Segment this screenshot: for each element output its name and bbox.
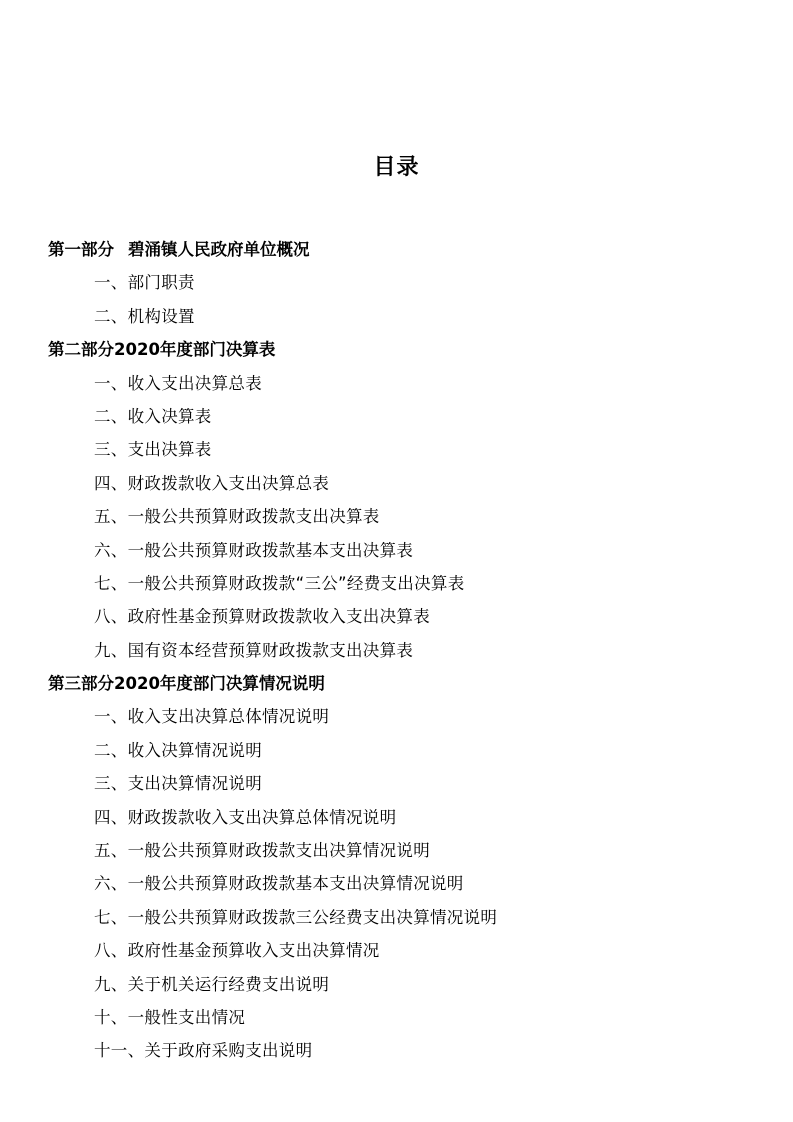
toc-item[interactable]: 二、收入决算情况说明: [94, 740, 262, 760]
toc-part-3-heading[interactable]: 第三部分2020年度部门决算情况说明: [48, 674, 325, 694]
toc-item[interactable]: 三、支出决算情况说明: [94, 774, 262, 794]
toc-item[interactable]: 九、关于机关运行经费支出说明: [94, 974, 330, 994]
toc-item[interactable]: 三、支出决算表: [94, 440, 212, 460]
toc-item[interactable]: 六、一般公共预算财政拨款基本支出决算情况说明: [94, 874, 464, 894]
toc-item[interactable]: 四、财政拨款收入支出决算总表: [94, 473, 330, 493]
toc-item[interactable]: 十一、关于政府采购支出说明: [94, 1041, 313, 1061]
toc-item[interactable]: 六、一般公共预算财政拨款基本支出决算表: [94, 540, 414, 560]
toc-item[interactable]: 一、收入支出决算总表: [94, 373, 262, 393]
toc-item[interactable]: 四、财政拨款收入支出决算总体情况说明: [94, 807, 397, 827]
toc-part-1-name: 碧涌镇人民政府单位概况: [128, 240, 310, 259]
table-of-contents: [48, 233, 748, 1068]
toc-item[interactable]: 七、一般公共预算财政拨款三公经费支出决算情况说明: [94, 907, 498, 927]
toc-item[interactable]: 十、一般性支出情况: [94, 1007, 246, 1027]
toc-item[interactable]: 五、一般公共预算财政拨款支出决算情况说明: [94, 841, 430, 861]
toc-part-1-heading[interactable]: [48, 233, 748, 266]
toc-item[interactable]: 二、机构设置: [94, 306, 195, 326]
toc-item[interactable]: 一、部门职责: [94, 273, 195, 293]
toc-part-2-heading[interactable]: 第二部分2020年度部门决算表: [48, 340, 276, 360]
toc-item[interactable]: 八、政府性基金预算财政拨款收入支出决算表: [94, 607, 430, 627]
toc-item[interactable]: 七、一般公共预算财政拨款“三公”经费支出决算表: [94, 573, 465, 593]
page-title: 目录: [373, 155, 420, 180]
toc-item[interactable]: 五、一般公共预算财政拨款支出决算表: [94, 507, 380, 527]
toc-item[interactable]: 二、收入决算表: [94, 406, 212, 426]
toc-item[interactable]: 八、政府性基金预算收入支出决算情况: [94, 941, 380, 961]
toc-item[interactable]: 一、收入支出决算总体情况说明: [94, 707, 330, 727]
toc-part-1-label: 第一部分: [48, 240, 114, 259]
toc-item[interactable]: 九、国有资本经营预算财政拨款支出决算表: [94, 640, 414, 660]
